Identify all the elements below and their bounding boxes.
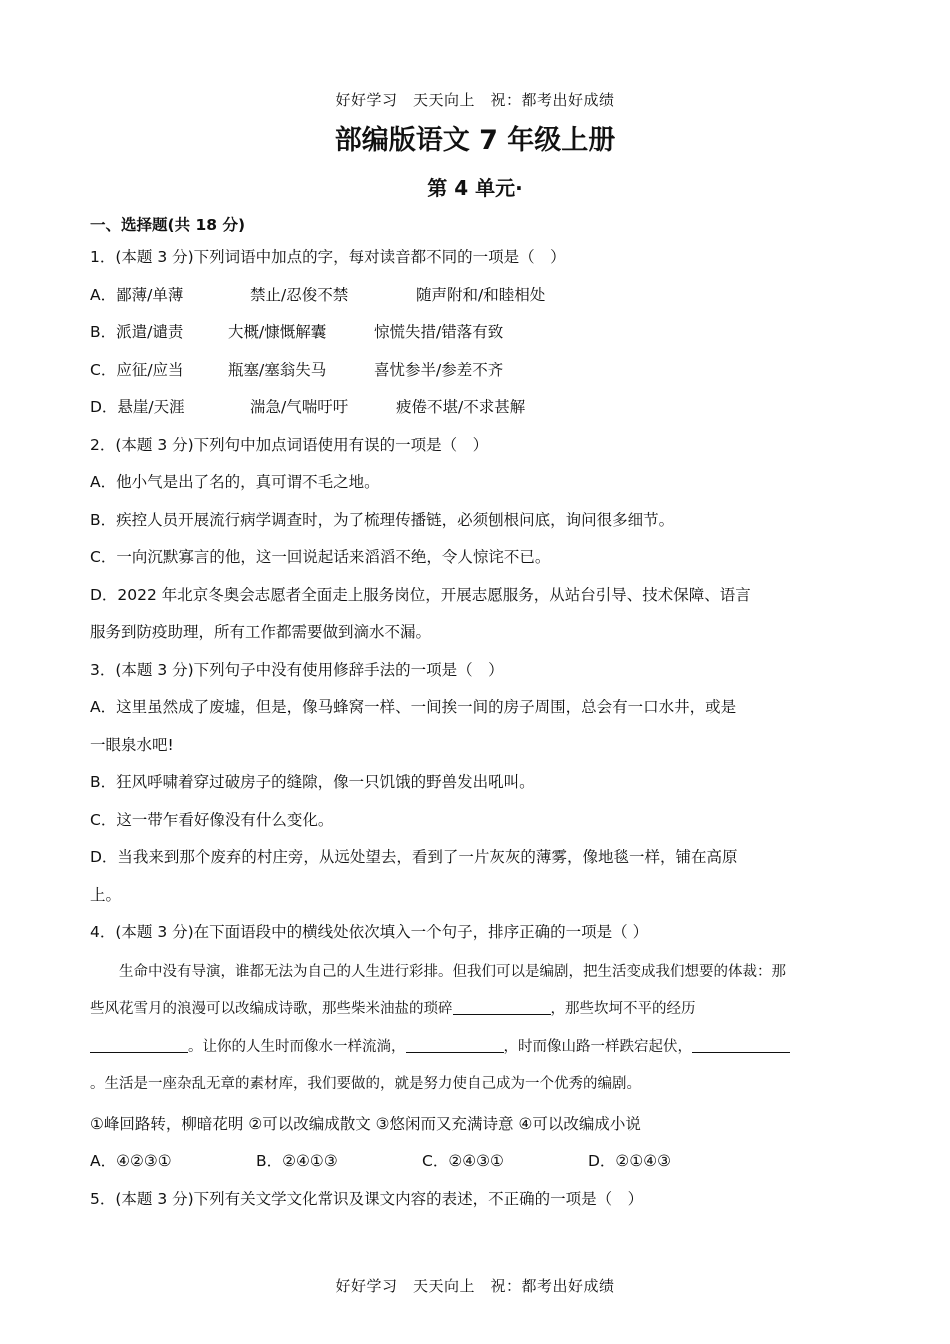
question-1-option-c: C．应征/应当 瓶塞/塞翁失马 喜忧参半/参差不齐 [90, 360, 504, 379]
question-2-option-d: D．2022 年北京冬奥会志愿者全面走上服务岗位，开展志愿服务，从站台引导、技术保障、语言 [90, 585, 751, 604]
question-3-option-b: B．狂风呼啸着穿过破房子的缝隙，像一只饥饿的野兽发出吼叫。 [90, 773, 535, 791]
unit-title: 第 4 单元· [427, 176, 523, 200]
question-1-option-b: B．派遣/谴责 大概/慷慨解囊 惊慌失措/错落有致 [90, 323, 504, 341]
fill-blank-4[interactable] [692, 1034, 790, 1053]
question-4-stem: 4．(本题 3 分)在下面语段中的横线处依次填入一个句子，排序正确的一项是（ ） [90, 923, 649, 941]
question-1-stem: 1．(本题 3 分)下列词语中加点的字，每对读音都不同的一项是（ ） [90, 248, 566, 266]
question-3-stem: 3．(本题 3 分)下列句子中没有使用修辞手法的一项是（ ） [90, 660, 504, 679]
question-2-stem: 2．(本题 3 分)下列句中加点词语使用有误的一项是（ ） [90, 435, 489, 454]
page-title: 部编版语文 7 年级上册 [334, 125, 616, 156]
question-1-option-a: A．鄙薄/单薄 禁止/忍俊不禁 随声附和/和睦相处 [90, 285, 546, 304]
question-4-options: A．④②③① B．②④①③ C．②④③① D．②①④③ [90, 1152, 672, 1170]
question-1-option-d: D．悬崖/天涯 湍急/气喘吁吁 疲倦不堪/不求甚解 [90, 398, 526, 416]
fill-blank-2[interactable] [90, 1034, 188, 1053]
page-header: 好好学习 天天向上 祝：都考出好成绩 [335, 91, 615, 109]
exam-content [90, 213, 792, 1218]
question-2-option-b: B．疾控人员开展流行病学调查时，为了梳理传播链，必须刨根问底，询问很多细节。 [90, 510, 675, 529]
section-heading: 一、选择题(共 18 分) [90, 216, 246, 234]
fill-blank-3[interactable] [406, 1034, 504, 1053]
question-4-items: ①峰回路转，柳暗花明 ②可以改编成散文 ③悠闲而又充满诗意 ④可以改编成小说 [90, 1114, 641, 1133]
question-3-option-a: A．这里虽然成了废墟，但是，像马蜂窝一样、一间挨一间的房子周围，总会有一口水井，或是 [90, 698, 737, 716]
question-2-option-d-cont: 服务到防疫助理，所有工作都需要做到滴水不漏。 [90, 623, 432, 641]
question-5-stem: 5．(本题 3 分)下列有关文学文化常识及课文内容的表述，不正确的一项是（ ） [90, 1189, 644, 1208]
question-3-option-a-cont: 一眼泉水吧! [90, 735, 174, 754]
question-3-option-d-cont: 上。 [90, 885, 122, 904]
question-2-option-a: A．他小气是出了名的，真可谓不毛之地。 [90, 473, 380, 491]
question-2-option-c: C．一向沉默寡言的他，这一回说起话来滔滔不绝，令人惊诧不已。 [90, 548, 551, 566]
fill-blank-1[interactable] [453, 996, 551, 1015]
page-footer: 好好学习 天天向上 祝：都考出好成绩 [335, 1277, 615, 1295]
question-3-option-d: D．当我来到那个废弃的村庄旁，从远处望去，看到了一片灰灰的薄雾，像地毯一样，铺在高原 [90, 848, 738, 866]
question-4-passage: 生命中没有导演，谁都无法为自己的人生进行彩排。但我们可以是编剧，把生活变成我们想要的体裁：那些风花雪月的浪漫可以改编成诗歌，那些柴米油盐的琐碎 ，那些坎坷不平的经历。让你的人生时而像水一样流淌， ，时而像山路一样跌宕起伏，。生活是一座杂乱无章的素材库，我们要做的，就是努力使自己成为一个优秀的编剧。 [90, 954, 792, 1104]
question-3-option-c: C．这一带乍看好像没有什么变化。 [90, 810, 334, 829]
